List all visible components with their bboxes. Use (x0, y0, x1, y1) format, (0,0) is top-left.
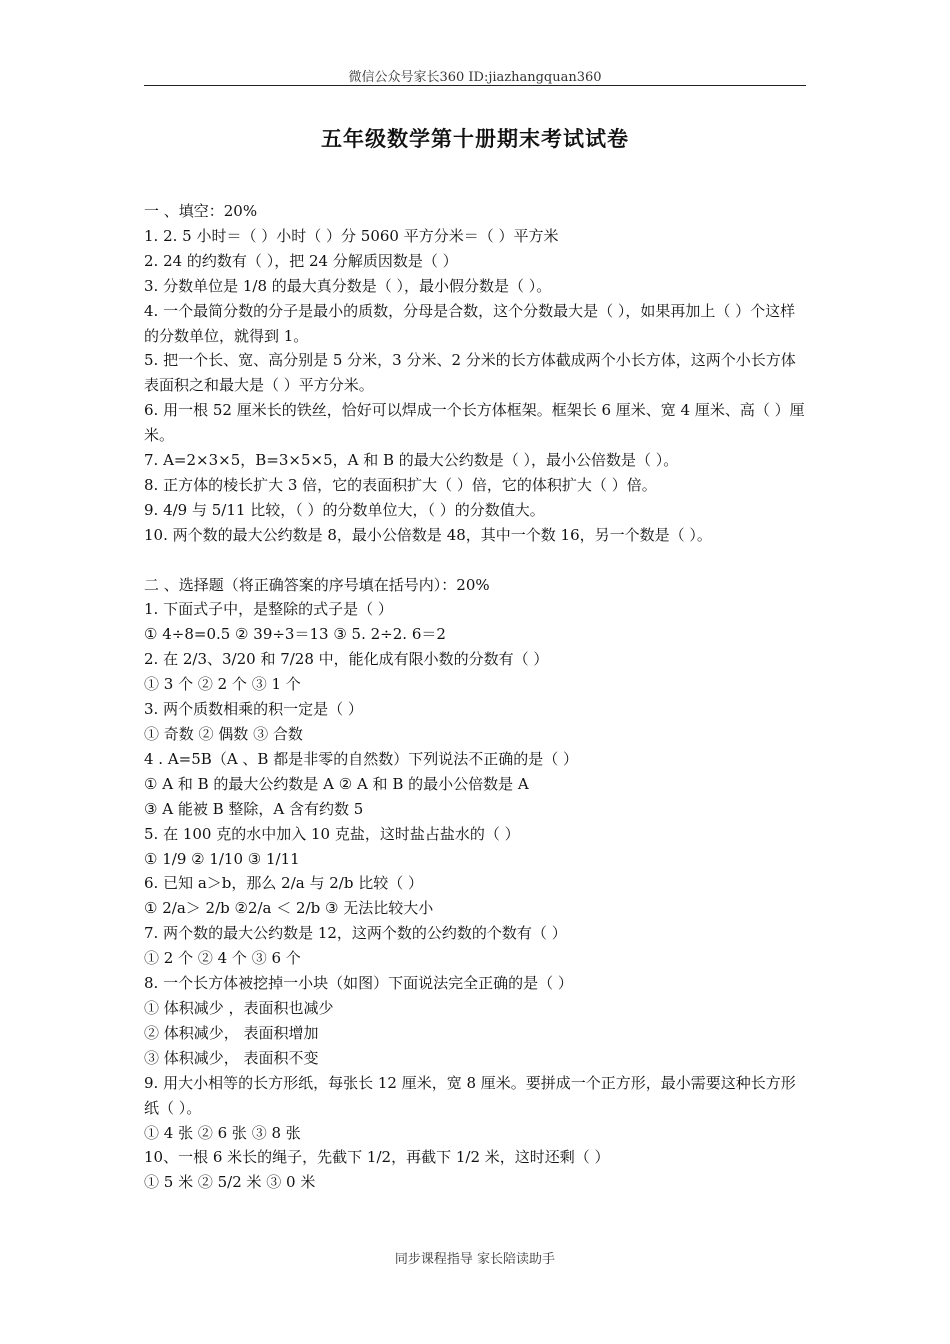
question-2-4-options-b: ③ A 能被 B 整除，A 含有约数 5 (144, 799, 364, 818)
question-2-2: 2. 在 2/3、3/20 和 7/28 中，能化成有限小数的分数有（ ） (144, 650, 549, 669)
question-2-1: 1. 下面式子中，是整除的式子是（ ） (144, 600, 393, 619)
question-2-3-options: ① 奇数 ② 偶数 ③ 合数 (144, 725, 303, 744)
question-2-8-option-1: ① 体积减少 ，表面积也减少 (144, 998, 334, 1017)
page-title: 五年级数学第十册期末考试试卷 (321, 126, 629, 151)
question-2-8-option-2: ② 体积减少， 表面积增加 (144, 1023, 319, 1042)
question-1-8: 8. 正方体的棱长扩大 3 倍，它的表面积扩大（ ）倍，它的体积扩大（ ）倍。 (144, 475, 657, 494)
question-1-3: 3. 分数单位是 1/8 的最大真分数是（ ），最小假分数是（ ）。 (144, 276, 552, 295)
question-2-5-options: ① 1/9 ② 1/10 ③ 1/11 (144, 849, 300, 868)
exam-content (144, 199, 806, 1195)
question-2-7-options: ① 2 个 ② 4 个 ③ 6 个 (144, 949, 301, 968)
question-2-9: 9. 用大小相等的长方形纸，每张长 12 厘米，宽 8 厘米。要拼成一个正方形，最小需要这种长方形纸（ ）。 (144, 1073, 796, 1117)
question-1-4: 4. 一个最简分数的分子是最小的质数，分母是合数，这个分数最大是（ ），如果再加上（ ）个这样的分数单位，就得到 1。 (144, 301, 796, 345)
question-2-4-options-a: ① A 和 B 的最大公约数是 A ② A 和 B 的最小公倍数是 A (144, 774, 529, 793)
question-2-8: 8. 一个长方体被挖掉一小块（如图）下面说法完全正确的是（ ） (144, 974, 573, 993)
question-2-5: 5. 在 100 克的水中加入 10 克盐，这时盐占盐水的（ ） (144, 824, 520, 843)
section-heading-fill-in: 一 、填空：20% (144, 202, 258, 220)
question-1-6: 6. 用一根 52 厘米长的铁丝，恰好可以焊成一个长方体框架。框架长 6 厘米、宽 4 厘米、高（ ）厘米。 (144, 401, 805, 445)
page-header: 微信公众号家长360 ID:jiazhangquan360 (348, 70, 602, 85)
question-1-9: 9. 4/9 与 5/11 比较，（ ）的分数单位大，（ ）的分数值大。 (144, 500, 545, 519)
question-2-10: 10、一根 6 米长的绳子，先截下 1/2，再截下 1/2 米，这时还剩（ ） (144, 1148, 610, 1167)
section-spacer (144, 548, 806, 573)
section-heading-multiple-choice: 二 、选择题（将正确答案的序号填在括号内）：20% (144, 575, 490, 594)
question-2-6: 6. 已知 a＞b，那么 2/a 与 2/b 比较（ ） (144, 874, 423, 893)
header-divider (144, 85, 806, 86)
question-1-7: 7. A=2×3×5，B=3×5×5，A 和 B 的最大公约数是（ ），最小公倍数是（ ）。 (144, 451, 679, 470)
question-1-2: 2. 24 的约数有（ ），把 24 分解质因数是（ ） (144, 251, 458, 270)
question-2-9-options: ① 4 张 ② 6 张 ③ 8 张 (144, 1123, 301, 1142)
question-1-1: 1. 2. 5 小时＝（ ）小时（ ）分 5060 平方分米＝（ ）平方米 (144, 226, 559, 245)
question-1-5: 5. 把一个长、宽、高分别是 5 分米，3 分米、2 分米的长方体截成两个小长方体，这两个小长方体表面积之和最大是（ ）平方分米。 (144, 351, 796, 395)
question-2-8-option-3: ③ 体积减少， 表面积不变 (144, 1048, 319, 1067)
question-2-10-options: ① 5 米 ② 5/2 米 ③ 0 米 (144, 1173, 316, 1192)
question-2-4: 4 . A=5B（A 、B 都是非零的自然数）下列说法不正确的是（ ） (144, 749, 578, 768)
question-2-1-options: ① 4÷8=0.5 ② 39÷3＝13 ③ 5. 2÷2. 6＝2 (144, 625, 446, 644)
question-2-7: 7. 两个数的最大公约数是 12，这两个数的公约数的个数有（ ） (144, 924, 567, 943)
question-1-10: 10. 两个数的最大公约数是 8，最小公倍数是 48，其中一个数 16，另一个数是（ ）。 (144, 525, 712, 544)
page-footer: 同步课程指导 家长陪读助手 (394, 1252, 556, 1267)
question-2-2-options: ① 3 个 ② 2 个 ③ 1 个 (144, 675, 301, 694)
question-2-6-options: ① 2/a＞ 2/b ②2/a ＜ 2/b ③ 无法比较大小 (144, 899, 434, 918)
question-2-3: 3. 两个质数相乘的积一定是（ ） (144, 700, 363, 719)
